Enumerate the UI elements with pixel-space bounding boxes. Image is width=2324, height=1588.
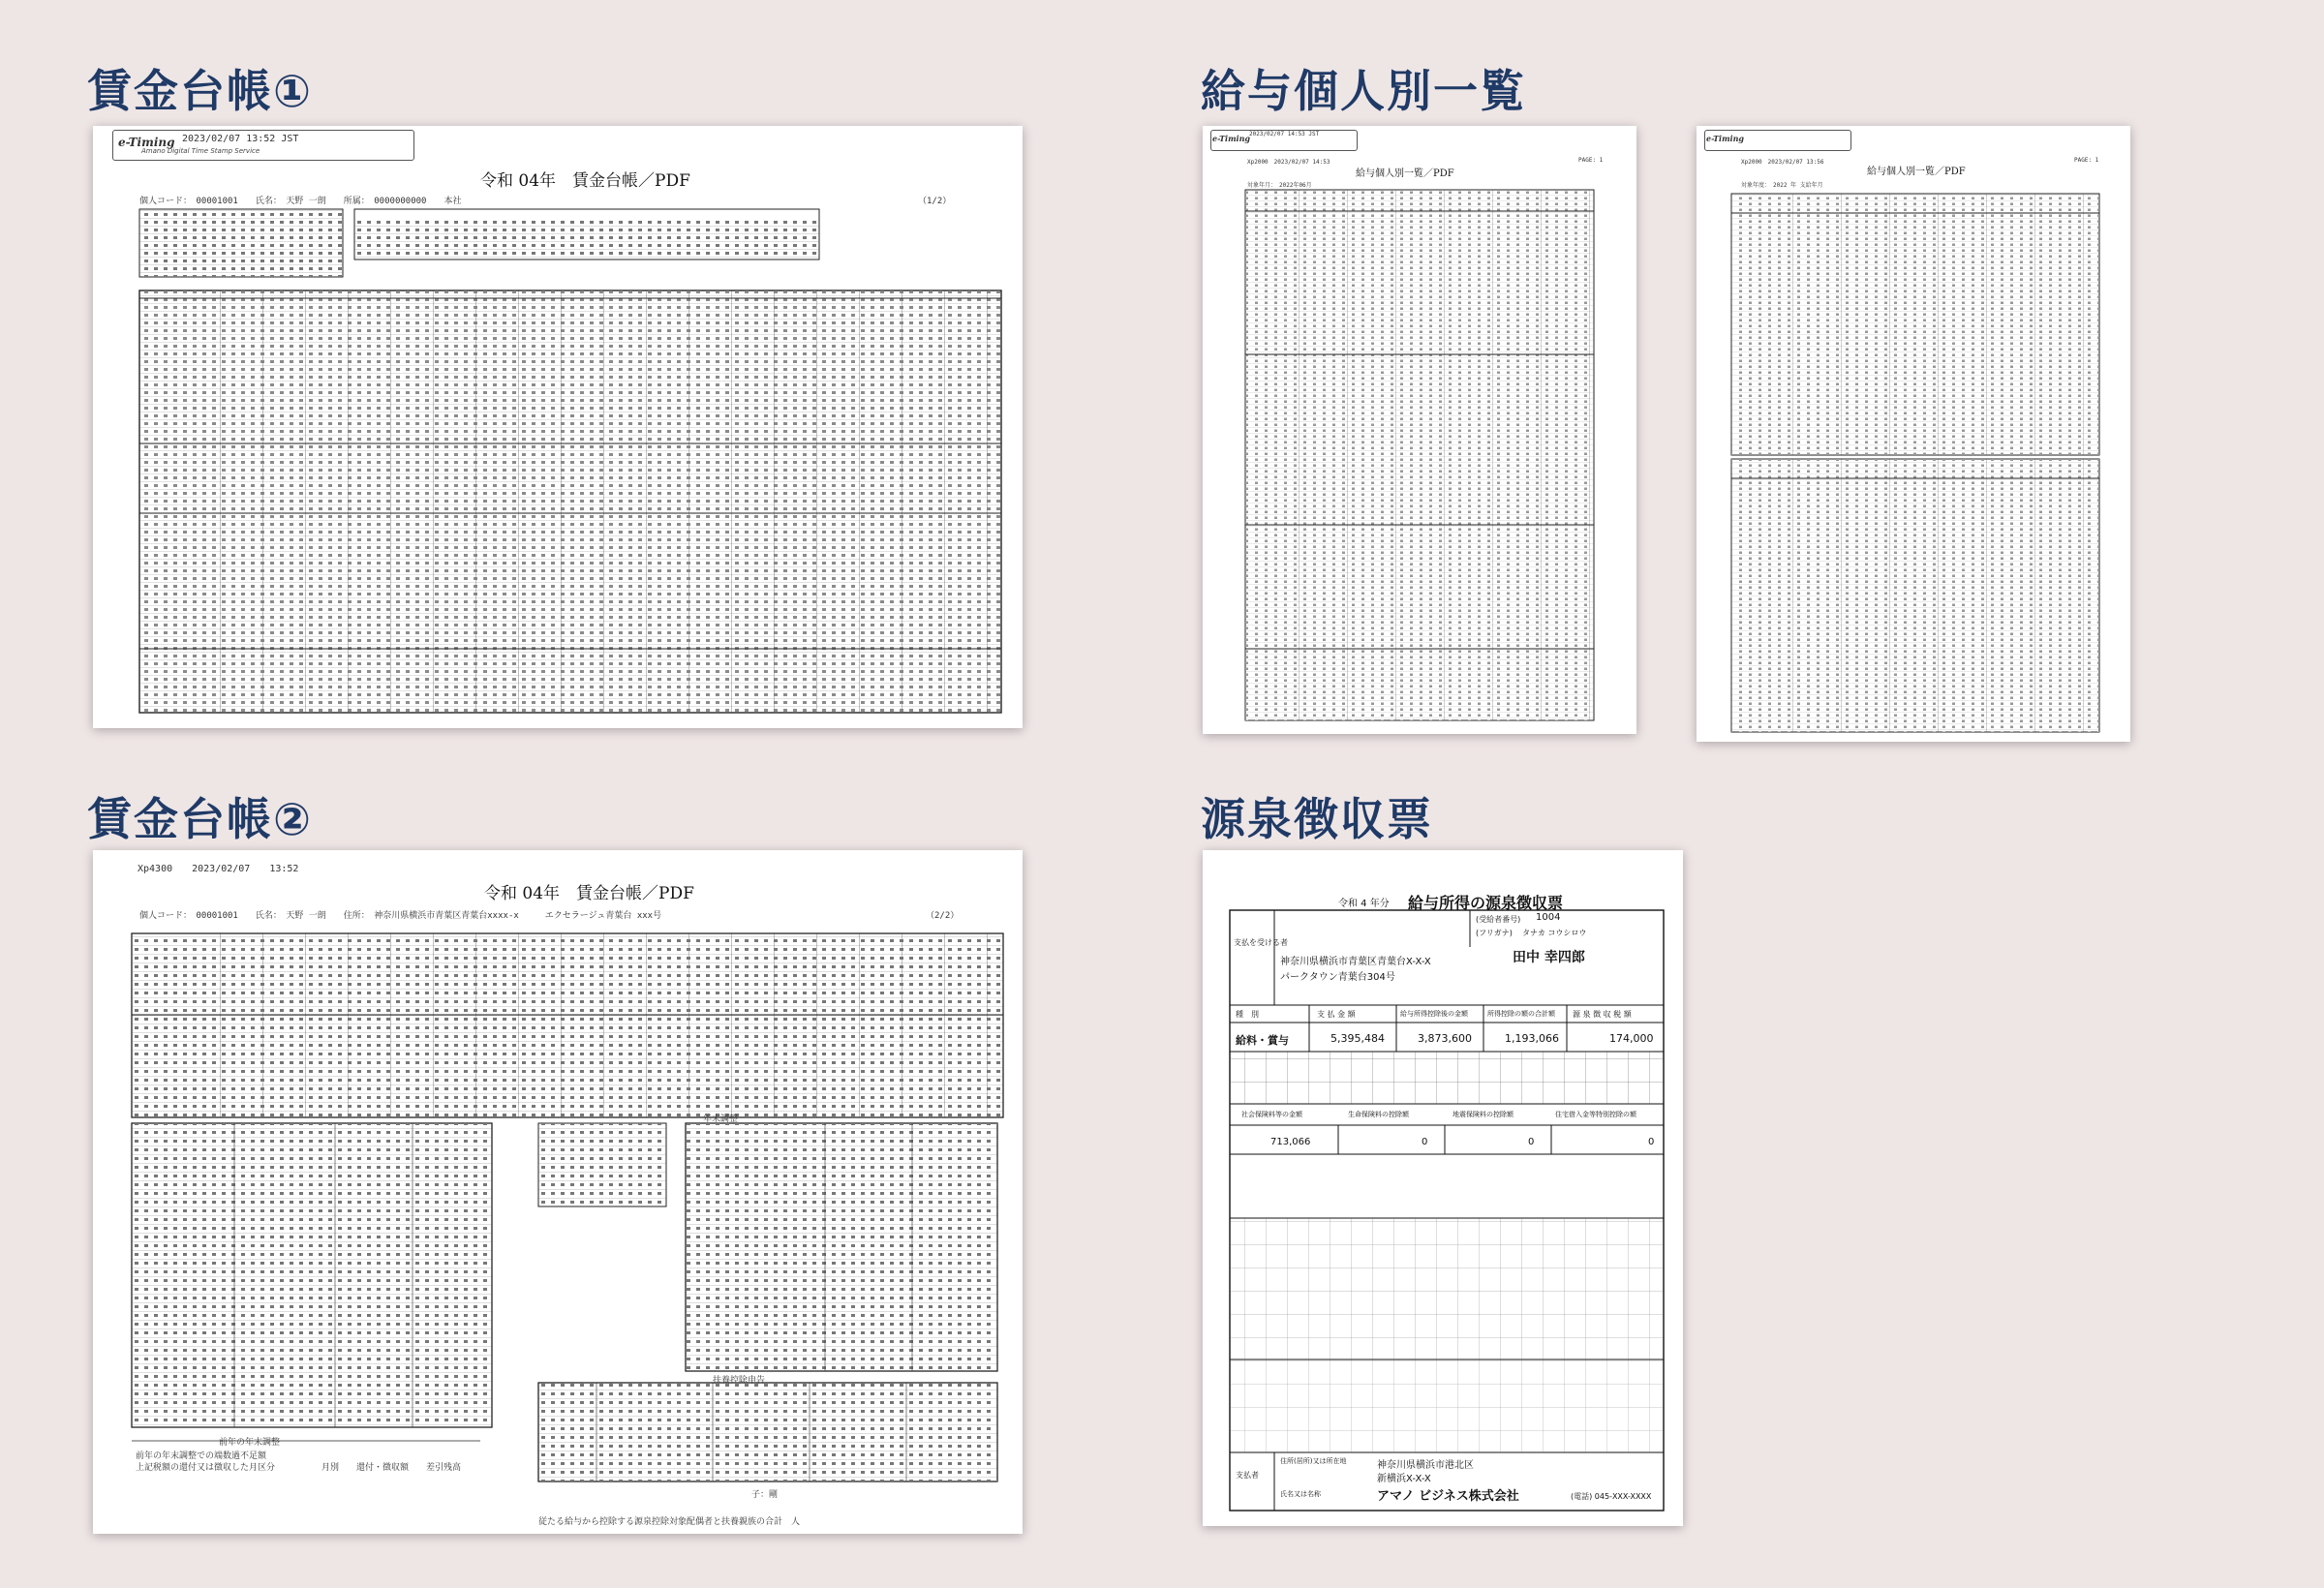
withholding-quake-amount: 0 — [1528, 1137, 1535, 1147]
withholding-payer-label: 支払者 — [1236, 1471, 1259, 1480]
ledger2-prior-note2: 上記税額の還付又は徴収した月区分 — [136, 1463, 276, 1473]
ledger2-table-grid — [93, 850, 1023, 1534]
ledger2-document — [93, 850, 1023, 1534]
withholding-name: 田中 幸四郎 — [1513, 950, 1585, 965]
withholding-id-label: (受給者番号) — [1476, 915, 1521, 924]
ledger2-note: 従たる給与から控除する源泉控除対象配偶者と扶養親族の合計 人 — [538, 1517, 801, 1527]
withholding-kana-name: タナカ コウシロウ — [1522, 929, 1587, 937]
section-title-ledger1: 賃金台帳① — [87, 65, 313, 117]
ledger1-person: 個人コード： 00001001 氏名： 天野 一朗 所属： 0000000000 本社 — [139, 197, 462, 206]
ledger2-prior-note1: 前年の年末調整での端数過不足額 — [136, 1451, 267, 1461]
withholding-id: 1004 — [1536, 912, 1561, 923]
section-title-withholding: 源泉徴収票 — [1201, 793, 1433, 845]
payroll1-page: PAGE: 1 — [1578, 157, 1604, 164]
withholding-after-deduction: 3,873,600 — [1418, 1032, 1472, 1045]
ledger1-document — [93, 126, 1023, 728]
ledger1-title: 令和 04年 賃金台帳／PDF — [480, 171, 690, 191]
ledger1-page: （1/2） — [918, 197, 952, 206]
payroll-document-2 — [1697, 126, 2130, 742]
payroll1-table-grid — [1203, 126, 1636, 734]
withholding-col-tax: 源 泉 徴 収 税 額 — [1573, 1010, 1632, 1019]
withholding-payer-addr-label: 住所(居所)又は所在地 — [1280, 1457, 1347, 1465]
ledger1-table-grid — [93, 126, 1023, 728]
withholding-col-kind: 種 別 — [1236, 1010, 1259, 1019]
withholding-total-deduction: 1,193,066 — [1505, 1032, 1559, 1045]
withholding-housing-label: 住宅借入金等特別控除の額 — [1555, 1111, 1636, 1118]
payroll2-sysinfo: Xp2000 2023/02/07 13:56 — [1741, 159, 1824, 166]
withholding-address2: パークタウン青葉台304号 — [1280, 972, 1395, 983]
ledger2-prior-cols: 月別 還付・徴収額 差引残高 — [321, 1463, 462, 1473]
payroll1-timestamp: 2023/02/07 14:53 JST — [1249, 131, 1320, 137]
ledger1-brand-sub: Amano Digital Time Stamp Service — [141, 147, 260, 155]
withholding-payer-name: アマノ ビジネス株式会社 — [1377, 1489, 1519, 1504]
withholding-address1: 神奈川県横浜市青葉区青葉台X-X-X — [1280, 957, 1431, 967]
payroll2-brand-logo: e-Timing — [1706, 134, 1744, 143]
ledger2-person: 個人コード： 00001001 氏名： 天野 一朗 住所： 神奈川県横浜市青葉区青葉台xxxx-x エクセラージュ青葉台 xxx号 — [139, 911, 662, 921]
withholding-col-after: 給与所得控除後の金額 — [1400, 1010, 1468, 1018]
payroll2-target: 対象年度： 2022 年 支給年月 — [1741, 182, 1823, 189]
payroll1-target: 対象年月： 2022年06月 — [1247, 182, 1312, 189]
withholding-kana-label: (フリガナ) — [1476, 929, 1513, 937]
withholding-quake-label: 地震保険料の控除額 — [1452, 1111, 1514, 1118]
payroll1-title: 給与個人別一覧／PDF — [1356, 168, 1454, 179]
withholding-social-label: 社会保険料等の金額 — [1241, 1111, 1302, 1118]
payroll2-title: 給与個人別一覧／PDF — [1867, 167, 1966, 177]
ledger2-title: 令和 04年 賃金台帳／PDF — [484, 884, 694, 903]
withholding-payer-address2: 新横浜X-X-X — [1377, 1474, 1431, 1484]
withholding-social-amount: 713,066 — [1270, 1137, 1311, 1147]
withholding-life-label: 生命保険料の控除額 — [1348, 1111, 1409, 1118]
payroll1-sysinfo: Xp2000 2023/02/07 14:53 — [1247, 159, 1330, 166]
withholding-payer-name-label: 氏名又は名称 — [1280, 1490, 1321, 1498]
withholding-form-grid — [1203, 850, 1683, 1526]
withholding-housing-amount: 0 — [1648, 1137, 1655, 1147]
withholding-tax: 174,000 — [1609, 1032, 1654, 1045]
payroll2-page: PAGE: 1 — [2074, 157, 2099, 164]
section-title-payroll: 給与個人別一覧 — [1201, 65, 1526, 117]
payroll1-brand-logo: e-Timing — [1212, 134, 1250, 143]
payroll-document-1 — [1203, 126, 1636, 734]
ledger1-timestamp: 2023/02/07 13:52 JST — [182, 134, 299, 144]
withholding-col-amount: 支 払 金 額 — [1317, 1010, 1356, 1019]
withholding-amount: 5,395,484 — [1330, 1032, 1385, 1045]
withholding-document — [1203, 850, 1683, 1526]
ledger2-year-end-label: 年末調整 — [703, 1115, 739, 1124]
ledger2-header: Xp4300 2023/02/07 13:52 — [138, 864, 299, 874]
withholding-payer-tel: (電話) 045-XXX-XXXX — [1571, 1492, 1652, 1501]
withholding-kind: 給料・賞与 — [1236, 1034, 1289, 1047]
withholding-title: 給与所得の源泉徴収票 — [1408, 894, 1564, 912]
ledger1-brand-logo: e-Timing — [118, 136, 175, 149]
withholding-col-deduction: 所得控除の額の合計額 — [1487, 1010, 1555, 1018]
withholding-life-amount: 0 — [1422, 1137, 1428, 1147]
withholding-payer-address: 神奈川県横浜市港北区 — [1377, 1460, 1474, 1471]
ledger2-page: （2/2） — [926, 911, 960, 921]
withholding-year: 令和 4 年分 — [1338, 899, 1390, 909]
withholding-recipient-label: 支払を受ける者 — [1234, 938, 1288, 947]
ledger2-deduction-label: 扶養控除申告 — [713, 1376, 766, 1386]
section-title-ledger2: 賃金台帳② — [87, 793, 313, 845]
ledger2-child: 子：剛 — [751, 1490, 779, 1500]
ledger2-prior-year: 前年の年末調整 — [219, 1438, 281, 1448]
payroll2-table-grid — [1697, 126, 2130, 742]
